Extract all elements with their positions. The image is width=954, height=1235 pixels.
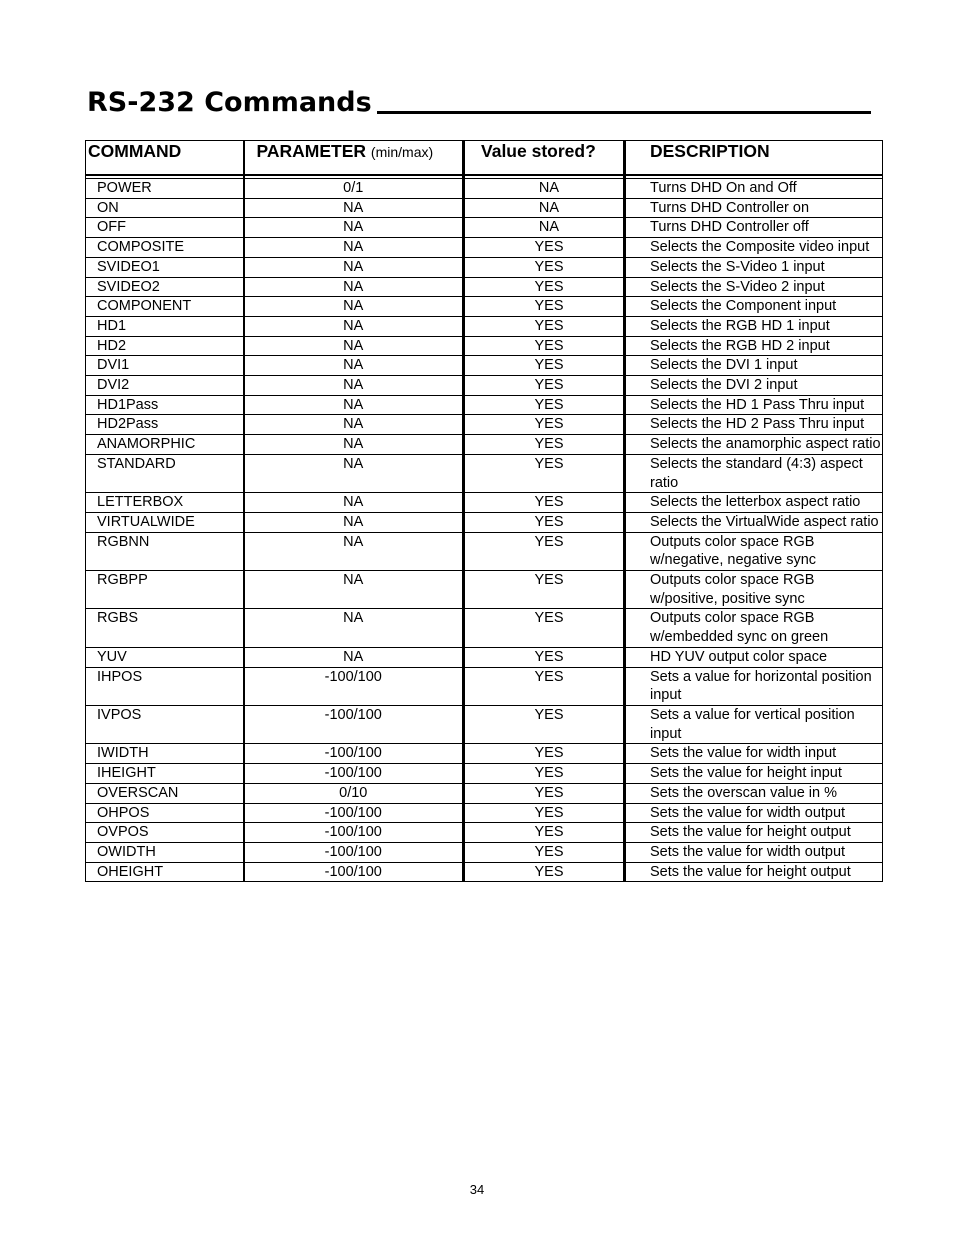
- table-header-row: [86, 141, 883, 176]
- description-cell: Sets the value for height output: [625, 823, 883, 843]
- table-row: [86, 744, 883, 764]
- parameter-cell: -100/100: [244, 862, 464, 882]
- command-cell: COMPOSITE: [86, 238, 244, 258]
- command-cell: OVERSCAN: [86, 783, 244, 803]
- description-cell: Turns DHD Controller on: [625, 198, 883, 218]
- description-cell: Sets the value for width input: [625, 744, 883, 764]
- table-row: [86, 238, 883, 258]
- table-row: [86, 316, 883, 336]
- description-cell: Selects the letterbox aspect ratio: [625, 493, 883, 513]
- parameter-cell: NA: [244, 512, 464, 532]
- value-stored-cell: YES: [464, 783, 625, 803]
- value-stored-cell: YES: [464, 435, 625, 455]
- header-parameter-unit: (min/max): [370, 144, 434, 160]
- command-cell: IHPOS: [86, 667, 244, 705]
- table-row: [86, 198, 883, 218]
- description-cell: Selects the anamorphic aspect ratio: [625, 435, 883, 455]
- parameter-cell: -100/100: [244, 823, 464, 843]
- command-cell: IHEIGHT: [86, 764, 244, 784]
- parameter-cell: NA: [244, 238, 464, 258]
- command-cell: POWER: [86, 179, 244, 199]
- header-parameter: [244, 141, 464, 176]
- parameter-cell: NA: [244, 356, 464, 376]
- description-cell: Selects the S-Video 2 input: [625, 277, 883, 297]
- parameter-cell: NA: [244, 647, 464, 667]
- description-cell: Sets the value for height input: [625, 764, 883, 784]
- description-cell: Selects the HD 1 Pass Thru input: [625, 395, 883, 415]
- value-stored-cell: YES: [464, 705, 625, 743]
- description-cell: Outputs color space RGB w/positive, positive sync: [625, 571, 883, 609]
- parameter-cell: NA: [244, 571, 464, 609]
- command-cell: HD2Pass: [86, 415, 244, 435]
- value-stored-cell: YES: [464, 415, 625, 435]
- description-cell: Selects the S-Video 1 input: [625, 257, 883, 277]
- description-cell: Sets the value for width output: [625, 842, 883, 862]
- command-cell: VIRTUALWIDE: [86, 512, 244, 532]
- command-cell: ON: [86, 198, 244, 218]
- value-stored-cell: YES: [464, 356, 625, 376]
- description-cell: HD YUV output color space: [625, 647, 883, 667]
- parameter-cell: NA: [244, 395, 464, 415]
- page-number: 34: [469, 1182, 485, 1197]
- command-cell: LETTERBOX: [86, 493, 244, 513]
- value-stored-cell: YES: [464, 257, 625, 277]
- description-cell: Turns DHD Controller off: [625, 218, 883, 238]
- parameter-cell: NA: [244, 415, 464, 435]
- command-cell: IVPOS: [86, 705, 244, 743]
- parameter-cell: NA: [244, 297, 464, 317]
- description-cell: Outputs color space RGB w/embedded sync on green: [625, 609, 883, 647]
- value-stored-cell: YES: [464, 667, 625, 705]
- description-cell: Outputs color space RGB w/negative, negative sync: [625, 532, 883, 570]
- commands-table: [85, 140, 883, 882]
- command-cell: RGBPP: [86, 571, 244, 609]
- description-cell: Sets a value for horizontal position input: [625, 667, 883, 705]
- table-row: [86, 356, 883, 376]
- value-stored-cell: YES: [464, 823, 625, 843]
- parameter-cell: NA: [244, 532, 464, 570]
- description-cell: Selects the DVI 2 input: [625, 376, 883, 396]
- table-row: [86, 823, 883, 843]
- parameter-cell: NA: [244, 376, 464, 396]
- parameter-cell: -100/100: [244, 744, 464, 764]
- table-row: [86, 512, 883, 532]
- command-cell: HD1: [86, 316, 244, 336]
- value-stored-cell: YES: [464, 609, 625, 647]
- description-cell: Selects the HD 2 Pass Thru input: [625, 415, 883, 435]
- table-row: [86, 705, 883, 743]
- command-cell: DVI2: [86, 376, 244, 396]
- value-stored-cell: NA: [464, 218, 625, 238]
- value-stored-cell: YES: [464, 454, 625, 492]
- table-row: [86, 179, 883, 199]
- command-cell: OVPOS: [86, 823, 244, 843]
- description-cell: Sets the value for width output: [625, 803, 883, 823]
- table-row: [86, 862, 883, 882]
- parameter-cell: NA: [244, 198, 464, 218]
- description-cell: Turns DHD On and Off: [625, 179, 883, 199]
- table-row: [86, 647, 883, 667]
- description-cell: Selects the standard (4:3) aspect ratio: [625, 454, 883, 492]
- page-title: RS-232 Commands: [87, 87, 372, 118]
- value-stored-cell: YES: [464, 395, 625, 415]
- parameter-cell: -100/100: [244, 667, 464, 705]
- value-stored-cell: YES: [464, 297, 625, 317]
- value-stored-cell: YES: [464, 803, 625, 823]
- value-stored-cell: NA: [464, 198, 625, 218]
- header-command: COMMAND: [86, 141, 244, 176]
- parameter-cell: NA: [244, 336, 464, 356]
- command-cell: OHPOS: [86, 803, 244, 823]
- value-stored-cell: YES: [464, 376, 625, 396]
- table-row: [86, 297, 883, 317]
- command-cell: RGBS: [86, 609, 244, 647]
- value-stored-cell: NA: [464, 179, 625, 199]
- table-row: [86, 257, 883, 277]
- value-stored-cell: YES: [464, 493, 625, 513]
- command-cell: RGBNN: [86, 532, 244, 570]
- table-row: [86, 376, 883, 396]
- parameter-cell: NA: [244, 609, 464, 647]
- command-cell: OHEIGHT: [86, 862, 244, 882]
- value-stored-cell: YES: [464, 842, 625, 862]
- parameter-cell: 0/10: [244, 783, 464, 803]
- command-cell: OWIDTH: [86, 842, 244, 862]
- description-cell: Selects the DVI 1 input: [625, 356, 883, 376]
- parameter-cell: NA: [244, 316, 464, 336]
- parameter-cell: -100/100: [244, 705, 464, 743]
- table-row: [86, 571, 883, 609]
- command-cell: COMPONENT: [86, 297, 244, 317]
- table-row: [86, 803, 883, 823]
- command-cell: DVI1: [86, 356, 244, 376]
- parameter-cell: 0/1: [244, 179, 464, 199]
- value-stored-cell: YES: [464, 532, 625, 570]
- table-row: [86, 783, 883, 803]
- parameter-cell: NA: [244, 435, 464, 455]
- description-cell: Sets the value for height output: [625, 862, 883, 882]
- table-row: [86, 842, 883, 862]
- table-row: [86, 493, 883, 513]
- description-cell: Selects the RGB HD 2 input: [625, 336, 883, 356]
- table-row: [86, 454, 883, 492]
- value-stored-cell: YES: [464, 238, 625, 258]
- header-value-stored: Value stored?: [464, 141, 625, 176]
- command-cell: SVIDEO1: [86, 257, 244, 277]
- table-row: [86, 218, 883, 238]
- description-cell: Selects the Composite video input: [625, 238, 883, 258]
- parameter-cell: -100/100: [244, 803, 464, 823]
- title-rule: [377, 111, 871, 114]
- command-cell: ANAMORPHIC: [86, 435, 244, 455]
- command-cell: YUV: [86, 647, 244, 667]
- parameter-cell: -100/100: [244, 842, 464, 862]
- header-parameter-label: PARAMETER: [256, 141, 367, 161]
- table-row: [86, 336, 883, 356]
- value-stored-cell: YES: [464, 571, 625, 609]
- table-row: [86, 532, 883, 570]
- command-cell: SVIDEO2: [86, 277, 244, 297]
- parameter-cell: NA: [244, 277, 464, 297]
- description-cell: Sets the overscan value in %: [625, 783, 883, 803]
- table-row: [86, 415, 883, 435]
- table-row: [86, 277, 883, 297]
- parameter-cell: -100/100: [244, 764, 464, 784]
- parameter-cell: NA: [244, 493, 464, 513]
- command-cell: IWIDTH: [86, 744, 244, 764]
- value-stored-cell: YES: [464, 744, 625, 764]
- description-cell: Sets a value for vertical position input: [625, 705, 883, 743]
- parameter-cell: NA: [244, 257, 464, 277]
- description-cell: Selects the Component input: [625, 297, 883, 317]
- value-stored-cell: YES: [464, 512, 625, 532]
- description-cell: Selects the RGB HD 1 input: [625, 316, 883, 336]
- section-header: [87, 86, 871, 120]
- value-stored-cell: YES: [464, 647, 625, 667]
- parameter-cell: NA: [244, 218, 464, 238]
- value-stored-cell: YES: [464, 862, 625, 882]
- header-description: DESCRIPTION: [625, 141, 883, 176]
- table-row: [86, 395, 883, 415]
- value-stored-cell: YES: [464, 277, 625, 297]
- description-cell: Selects the VirtualWide aspect ratio: [625, 512, 883, 532]
- table-row: [86, 435, 883, 455]
- command-cell: OFF: [86, 218, 244, 238]
- value-stored-cell: YES: [464, 764, 625, 784]
- value-stored-cell: YES: [464, 316, 625, 336]
- command-cell: STANDARD: [86, 454, 244, 492]
- command-cell: HD1Pass: [86, 395, 244, 415]
- value-stored-cell: YES: [464, 336, 625, 356]
- table-row: [86, 764, 883, 784]
- table-row: [86, 667, 883, 705]
- parameter-cell: NA: [244, 454, 464, 492]
- command-cell: HD2: [86, 336, 244, 356]
- table-row: [86, 609, 883, 647]
